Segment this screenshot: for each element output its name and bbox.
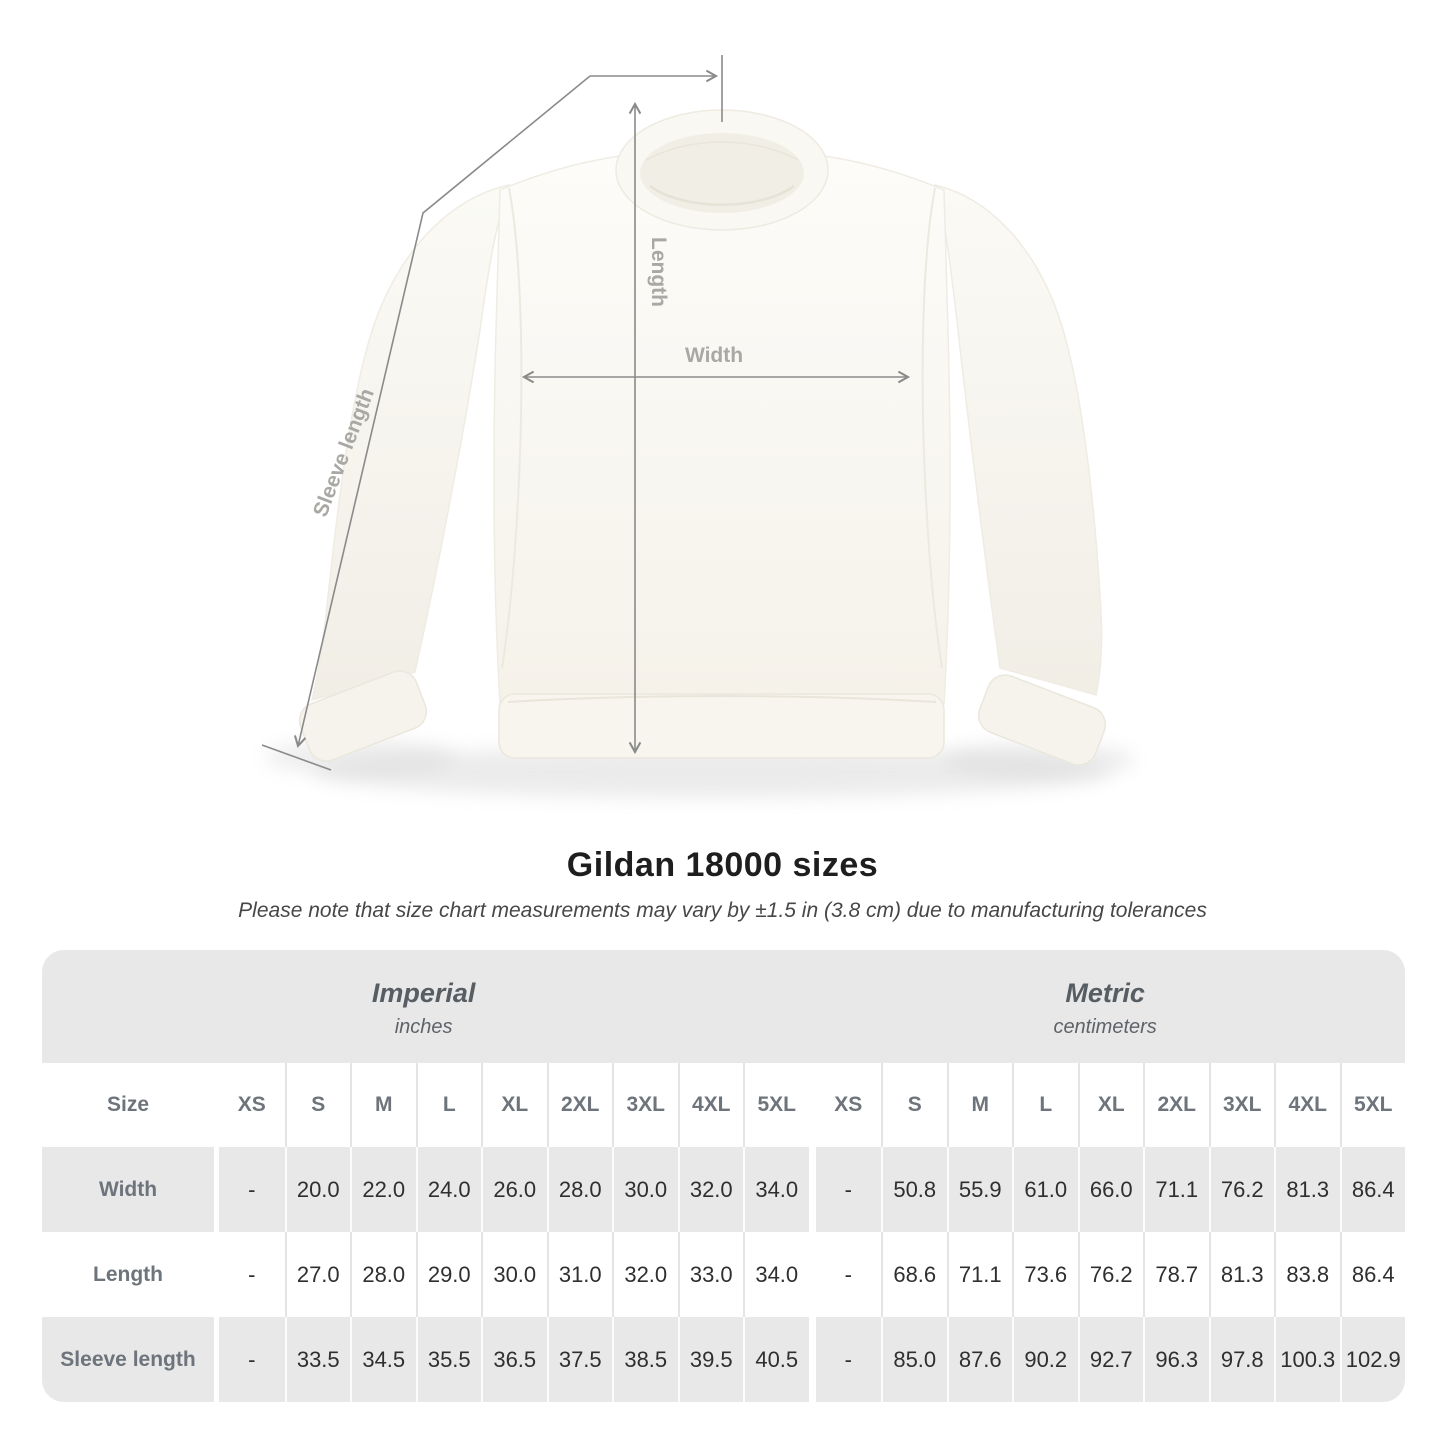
- size-header-cell: XS: [816, 1063, 882, 1147]
- value-cell: 24.0: [416, 1147, 482, 1232]
- collar-opening: [640, 133, 804, 213]
- value-cell: 76.2: [1209, 1147, 1275, 1232]
- size-header-cell: 5XL: [743, 1063, 809, 1147]
- value-cell: 29.0: [416, 1232, 482, 1317]
- value-cell: 81.3: [1209, 1232, 1275, 1317]
- size-header-cell: 3XL: [1209, 1063, 1275, 1147]
- value-cell: 90.2: [1012, 1317, 1078, 1402]
- value-cell: 86.4: [1340, 1147, 1406, 1232]
- imperial-heading: Imperial: [371, 978, 476, 1008]
- size-header-cell: 5XL: [1340, 1063, 1406, 1147]
- value-cell: 55.9: [947, 1147, 1013, 1232]
- value-cell: 97.8: [1209, 1317, 1275, 1402]
- body-panel: [494, 148, 950, 704]
- value-cell: 37.5: [547, 1317, 613, 1402]
- value-cell: -: [219, 1232, 285, 1317]
- value-cell: 85.0: [881, 1317, 947, 1402]
- value-cell: 83.8: [1274, 1232, 1340, 1317]
- value-cell: 38.5: [612, 1317, 678, 1402]
- size-header-cell: M: [350, 1063, 416, 1147]
- value-cell: 100.3: [1274, 1317, 1340, 1402]
- value-cell: 32.0: [612, 1232, 678, 1317]
- value-cell: 30.0: [481, 1232, 547, 1317]
- value-cell: 20.0: [285, 1147, 351, 1232]
- value-cell: -: [816, 1232, 882, 1317]
- value-cell: 34.0: [743, 1147, 809, 1232]
- size-header-cell: XS: [219, 1063, 285, 1147]
- value-cell: 28.0: [547, 1147, 613, 1232]
- size-header-cell: 2XL: [1143, 1063, 1209, 1147]
- value-cell: 27.0: [285, 1232, 351, 1317]
- unit-gap: [809, 1232, 816, 1317]
- value-cell: 68.6: [881, 1232, 947, 1317]
- value-cell: 40.5: [743, 1317, 809, 1402]
- size-header-cell: XL: [1078, 1063, 1144, 1147]
- value-cell: -: [816, 1147, 882, 1232]
- size-header-cell: 2XL: [547, 1063, 613, 1147]
- metric-unit: centimeters: [1053, 1016, 1157, 1038]
- value-cell: 26.0: [481, 1147, 547, 1232]
- unit-gap: [809, 1147, 816, 1232]
- size-header-cell: 3XL: [612, 1063, 678, 1147]
- size-header-cell: L: [1012, 1063, 1078, 1147]
- value-cell: 34.0: [743, 1232, 809, 1317]
- width-label: Width: [684, 344, 744, 367]
- value-cell: 32.0: [678, 1147, 744, 1232]
- waistband: [499, 694, 944, 758]
- value-cell: 78.7: [1143, 1232, 1209, 1317]
- value-cell: 76.2: [1078, 1232, 1144, 1317]
- size-header-cell: 4XL: [1274, 1063, 1340, 1147]
- size-header-cell: M: [947, 1063, 1013, 1147]
- sweatshirt-graphic: [294, 110, 1110, 770]
- value-cell: 30.0: [612, 1147, 678, 1232]
- table-row-width: [42, 1147, 1405, 1232]
- table-row-sleeve-length: [42, 1317, 1405, 1402]
- size-header-cell: L: [416, 1063, 482, 1147]
- size-row-label: Size: [42, 1063, 214, 1147]
- value-cell: 33.0: [678, 1232, 744, 1317]
- length-label: Length: [647, 237, 670, 307]
- page-subtitle: Please note that size chart measurements may vary by ±1.5 in (3.8 cm) due to manufacturing tolerances: [238, 899, 1207, 922]
- value-cell: 92.7: [1078, 1317, 1144, 1402]
- value-cell: -: [219, 1147, 285, 1232]
- metric-heading: Metric: [1065, 978, 1145, 1008]
- value-cell: 66.0: [1078, 1147, 1144, 1232]
- unit-header-imperial: [42, 950, 805, 1063]
- page-title: Gildan 18000 sizes: [566, 846, 879, 884]
- row-label: Width: [42, 1147, 214, 1232]
- value-cell: 28.0: [350, 1232, 416, 1317]
- value-cell: 33.5: [285, 1317, 351, 1402]
- row-label: Sleeve length: [42, 1317, 214, 1402]
- value-cell: 50.8: [881, 1147, 947, 1232]
- value-cell: 35.5: [416, 1317, 482, 1402]
- value-cell: -: [816, 1317, 882, 1402]
- unit-header-metric: [805, 950, 1405, 1063]
- size-table: [42, 950, 1405, 1402]
- value-cell: 39.5: [678, 1317, 744, 1402]
- value-cell: 73.6: [1012, 1232, 1078, 1317]
- unit-header-band: [42, 950, 1405, 1063]
- value-cell: 71.1: [1143, 1147, 1209, 1232]
- value-cell: 96.3: [1143, 1317, 1209, 1402]
- value-cell: 31.0: [547, 1232, 613, 1317]
- value-cell: -: [219, 1317, 285, 1402]
- table-row-length: [42, 1232, 1405, 1317]
- value-cell: 87.6: [947, 1317, 1013, 1402]
- size-header-cell: 4XL: [678, 1063, 744, 1147]
- size-header-cell: S: [881, 1063, 947, 1147]
- value-cell: 102.9: [1340, 1317, 1406, 1402]
- sleeve-length-label: Sleeve length: [308, 385, 379, 520]
- value-cell: 71.1: [947, 1232, 1013, 1317]
- size-header-cell: S: [285, 1063, 351, 1147]
- value-cell: 36.5: [481, 1317, 547, 1402]
- unit-gap: [809, 1063, 816, 1147]
- unit-gap: [809, 1317, 816, 1402]
- value-cell: 61.0: [1012, 1147, 1078, 1232]
- size-header-row: [42, 1063, 1405, 1147]
- imperial-unit: inches: [394, 1016, 453, 1038]
- size-header-cell: XL: [481, 1063, 547, 1147]
- value-cell: 86.4: [1340, 1232, 1406, 1317]
- row-label: Length: [42, 1232, 214, 1317]
- value-cell: 81.3: [1274, 1147, 1340, 1232]
- right-sleeve: [935, 185, 1102, 695]
- value-cell: 34.5: [350, 1317, 416, 1402]
- value-cell: 22.0: [350, 1147, 416, 1232]
